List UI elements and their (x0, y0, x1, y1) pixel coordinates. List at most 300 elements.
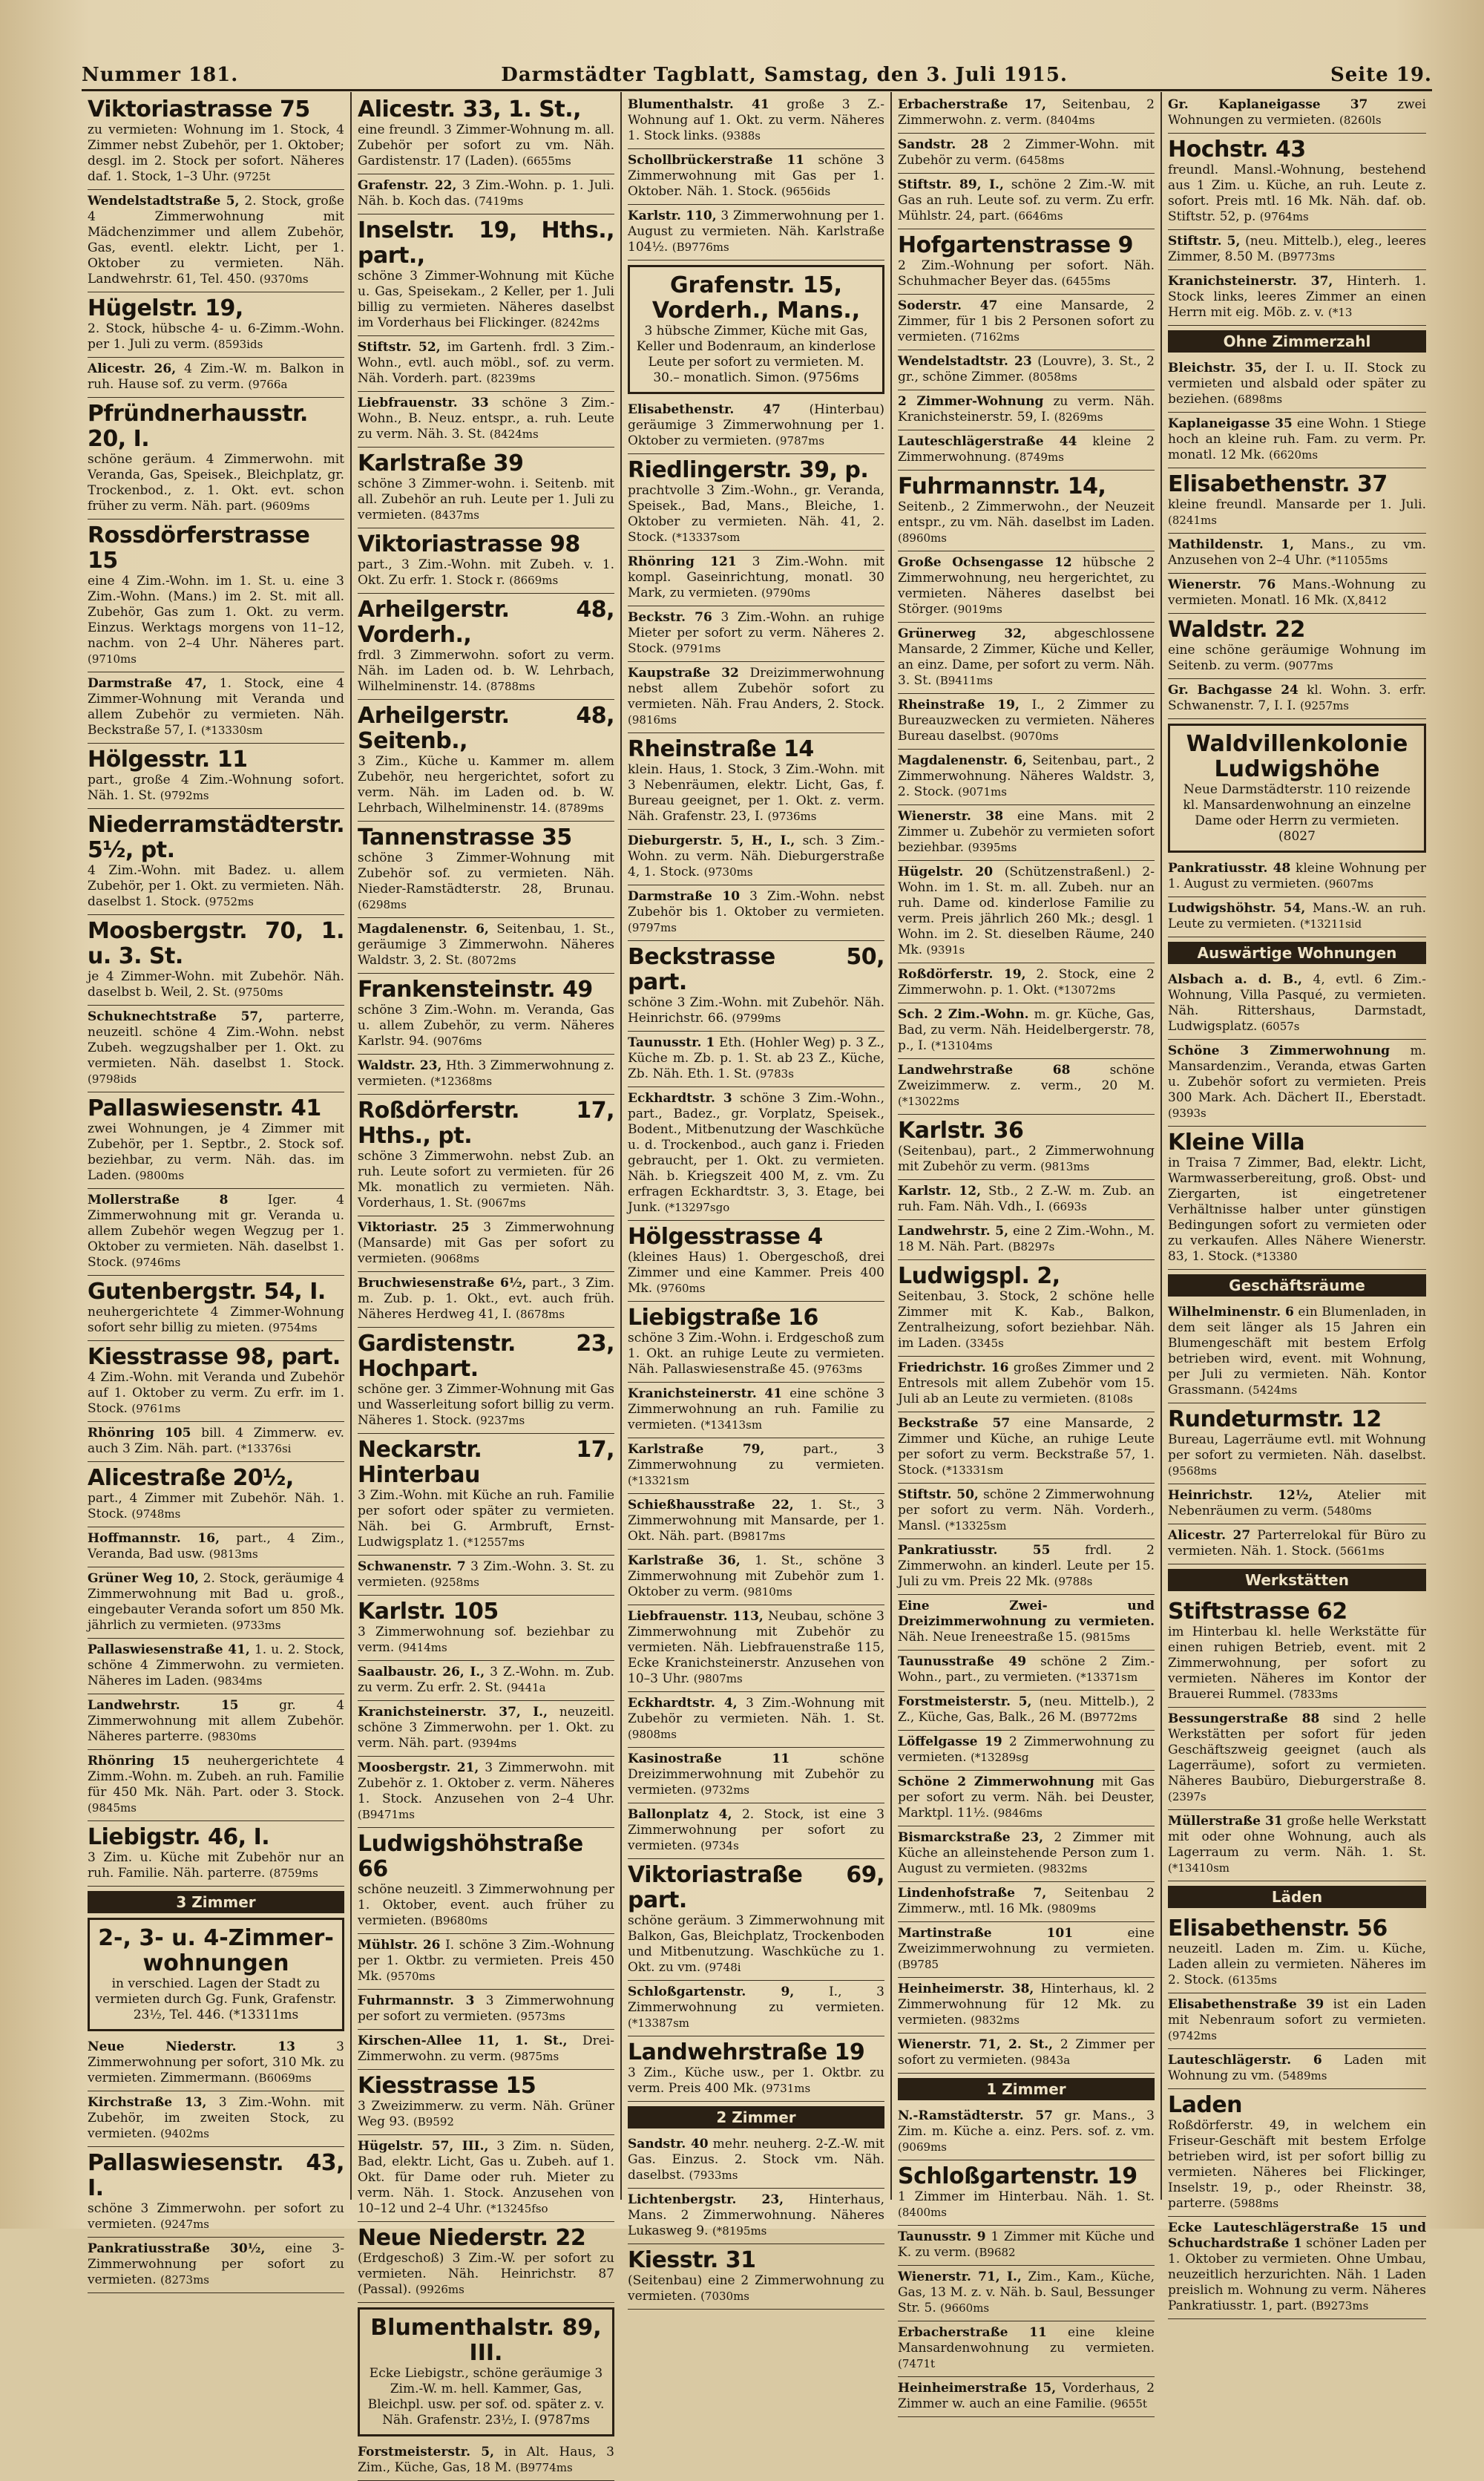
ad-headline: Grafenstr. 15, Vorderh., Mans., (651, 272, 861, 324)
classified-ad (898, 694, 1155, 750)
ad-code: (9787ms (775, 434, 825, 448)
ad-address: Mühlstr. 26 (358, 1938, 441, 1953)
classified-ad (898, 1115, 1155, 1180)
ad-address: Wendelstadtstraße 5, (88, 194, 240, 209)
ad-text: Zim., Kam., Küche, Gas, 13 M. z. v. Näh. b. Saul, Bessunger Str. 5. (898, 2269, 1155, 2316)
ad-address: Taunusstraße 49 (898, 1654, 1027, 1669)
ad-text: I., 2 Zimmer zu Bureauzwecken zu vermieten. Näheres Bureau daselbst. (898, 698, 1155, 744)
ad-code: (B9471ms (358, 1808, 415, 1821)
classified-ad (1168, 1993, 1426, 2049)
classified-ad (88, 1462, 344, 1527)
classified-ad (628, 885, 884, 941)
ad-headline: Hofgartenstrasse 9 (898, 232, 1133, 258)
ad-code: (9756ms (803, 370, 859, 385)
ad-text: im Gartenh. frdl. 3 Zim.-Wohn., evtl. auch möbl., sof. zu verm. Näh. Vorderh. part. (358, 340, 614, 386)
ad-code: (3345s (965, 1337, 1004, 1350)
ad-text: (Seitenbau) eine 2 Zimmerwohnung zu vermieten. (628, 2273, 884, 2304)
ad-headline: Viktoriastrasse 75 (88, 96, 310, 122)
ad-address: Eine Zwei- und Dreizimmerwohnung zu vermieten. (898, 1599, 1155, 1629)
ad-code: (5988ms (1229, 2197, 1279, 2210)
section-heading: Auswärtige Wohnungen (1168, 942, 1426, 964)
classified-ad (628, 2036, 884, 2102)
ad-text: (neu. Mittelb.), 2 Z., Küche, Gas, Balk., 26 M. (898, 1694, 1155, 1725)
ad-code: (9748ms (131, 1507, 181, 1521)
ad-address: Grafenstr. 22, (358, 178, 457, 193)
ad-code: (6057s (1261, 1020, 1300, 1033)
ad-address: Fuhrmannstr. 3 (358, 1993, 475, 2008)
ad-code: (8072ms (467, 954, 516, 967)
classified-ad (88, 94, 344, 190)
ad-code: (9441a (506, 1681, 546, 1694)
ad-code: (8273ms (160, 2273, 210, 2287)
classified-ad (88, 1527, 344, 1567)
classified-ad (898, 2160, 1155, 2226)
section-heading: 2 Zimmer (628, 2106, 884, 2128)
ad-code: (2397s (1168, 1790, 1206, 1803)
ad-address: Mathildenstr. 1, (1168, 537, 1294, 552)
ad-code: (7419ms (474, 194, 524, 208)
ad-code: (7833ms (1289, 1688, 1339, 1701)
ad-text: schöne 2 Zim.-Wohn., part., zu vermieten. (898, 1654, 1155, 1685)
classified-ad (898, 2033, 1155, 2074)
ad-code: (*13245fso (486, 2202, 548, 2215)
classified-ad (1168, 1708, 1426, 1810)
ad-address: Heinheimerstr. 38, (898, 1982, 1034, 1996)
ad-address: Soderstr. 47 (898, 298, 998, 313)
ad-address: Taunusstr. 9 (898, 2229, 986, 2244)
ad-address: Eckhardtstr. 4, (628, 1696, 738, 1711)
ad-address: Kaupstraße 32 (628, 666, 739, 681)
classified-ad (628, 1494, 884, 1550)
ad-code: (8269ms (1054, 410, 1103, 424)
classified-ad (628, 662, 884, 733)
ad-headline: Niederramstädterstr. 5½, pt. (88, 812, 345, 863)
classified-ad (88, 744, 344, 809)
ad-address: Forstmeisterstr. 5, (898, 1694, 1032, 1709)
ad-address: Bismarckstraße 23, (898, 1830, 1044, 1845)
classified-ad (358, 1556, 614, 1596)
ad-headline: Kiesstrasse 98, part. (88, 1344, 341, 1370)
ad-code: (8669ms (509, 574, 559, 587)
ad-text: neuhergerichtete 4 Zimm.-Wohn. m. Zubeh. an ruh. Familie für 450 Mk. Näh. Part. oder 3. Stock. (88, 1754, 344, 1800)
ad-code: (9733ms (232, 1619, 281, 1632)
ad-text: Neue Darmstädterstr. 110 reizende kl. Mansardenwohnung an einzelne Dame oder Herrn zu vermieten. (1183, 782, 1411, 828)
ad-text: 2 Zim.-Wohnung per sofort. Näh. Schuhmacher Beyer das. (898, 258, 1155, 289)
ad-code: (9760ms (656, 1282, 706, 1295)
ad-code: (7933ms (689, 2169, 738, 2182)
classified-ad (898, 1484, 1155, 1539)
ad-address: Kirchstraße 13, (88, 2095, 207, 2110)
ad-code: (*13211sid (1299, 917, 1362, 931)
column-5 (1162, 92, 1432, 2313)
ad-address: Liebfrauenstr. 33 (358, 396, 489, 410)
ad-text: 3 Zim.-Wohn. 3. St. zu vermieten. (358, 1559, 614, 1590)
ad-text: Mans.-W. an ruh. Leute zu vermieten. (1168, 901, 1426, 931)
ad-address: Lichtenbergstr. 23, (628, 2192, 784, 2207)
classified-ad (88, 2036, 344, 2091)
ad-address: Pankratiusstr. 48 (1168, 861, 1291, 876)
ad-text: schöne 3 Zimmer-Wohnung mit Küche u. Gas, Speisekam., 2 Keller, per 1. Juli billig zu vermieten. Näheres daselbst im Vorderhaus bei Flickinger. (358, 269, 614, 330)
ad-code: (9746ms (131, 1256, 181, 1269)
ad-text: schöner Laden per 1. Oktober zu vermieten. Ohne Umbau, neuzeitlich herzurichten. Näh. 1 Laden preislich m. Wohnung zu verm. Näheres Pankratiusstr. 1, part. (1168, 2236, 1427, 2313)
ad-address: Alsbach a. d. B., (1168, 972, 1302, 987)
ad-address: Wienerstr. 71, 2. St., (898, 2037, 1054, 2052)
ad-address: Ecke Lauteschlägerstraße 15 und Schuchardstraße 1 (1168, 2221, 1426, 2251)
classified-ad (628, 606, 884, 662)
ad-code: (9790ms (761, 586, 811, 600)
ad-text: 3 Zim., Küche u. Kammer m. allem Zubehör, neu hergerichtet, sofort zu verm. Näh. im Laden od. b. W. Lehrbach, Wilhelminenstr. 14. (358, 754, 614, 816)
ad-address: Alicestr. 27 (1168, 1528, 1251, 1543)
ad-address: Müllerstraße 31 (1168, 1814, 1283, 1829)
section-heading: Ohne Zimmerzahl (1168, 330, 1426, 353)
ad-headline: Beckstrasse 50, part. (628, 944, 884, 995)
ad-text: eine freundl. 3 Zimmer-Wohnung m. all. Zubehör per sofort zu vm. Näh. Gardistenstr. 17 (Laden). (358, 122, 614, 168)
ad-text: part., 3 Zim. m. Zub. p. 1. Okt., evt. auch früh. Näheres Herdweg 41, I. (358, 1276, 614, 1322)
classified-ad (88, 190, 344, 292)
ad-address: Alicestr. 26, (88, 361, 177, 376)
ad-address: Magdalenenstr. 6, (358, 922, 489, 937)
ad-text: 3 Zim.-Wohn. mit kompl. Gaseinrichtung, monatl. 30 Mark, zu vermieten. (628, 554, 884, 600)
ad-address: Grüner Weg 10, (88, 1571, 200, 1586)
ad-code: (B9592 (413, 2115, 454, 2128)
ad-text: part., 4 Zimmer mit Zubehör. Näh. 1. Stock. (88, 1491, 344, 1521)
masthead-date: Darmstädter Tagblatt, Samstag, den 3. Juli 1915. (501, 64, 1068, 86)
ad-text: 2. Stock, ist eine 3 Zimmerwohnung per sofort zu vermieten. (628, 1807, 885, 1853)
ad-code: (9761ms (131, 1402, 181, 1415)
ad-code: (9732ms (700, 1783, 750, 1797)
classified-ad (358, 1934, 614, 1990)
ad-text: schöne 3 Zim.-Wohn. i. Erdgeschoß zum 1. Okt. an ruhige Leute zu vermieten. Näh. Pallaswiesenstraße 45. (628, 1331, 884, 1377)
ad-text: Iger. 4 Zimmerwohnung mit gr. Veranda u. allem Zubehör wegen Wegzug per 1. Oktober zu vermieten. Näh. daselbst 1. Stock. (88, 1193, 344, 1270)
ad-text: in Alt. Haus, 3 Zim., Küche, Gas, 18 M. (358, 2445, 614, 2475)
section-heading: 3 Zimmer (88, 1891, 344, 1913)
ad-text: 3 Zweizimmerw. zu verm. Näh. Grüner Weg 93. (358, 2099, 614, 2129)
ad-address: Hügelstr. 57, III., (358, 2139, 489, 2154)
ad-text: 3 Zim.-Wohn. mit Küche an ruh. Familie per sofort oder später zu vermieten. Näh. bei G. Armbruft, Ernst-Ludwigsplatz 1. (358, 1488, 614, 1550)
ad-address: Bessungerstraße 88 (1168, 1711, 1320, 1726)
ad-address: Schuknechtstraße 57, (88, 1009, 263, 1024)
ad-code: (8058ms (1028, 370, 1077, 384)
ad-text: 2 Zimmerwohnung zu vermieten. (898, 1734, 1155, 1765)
classified-ad (898, 430, 1155, 471)
ad-code: (9752ms (205, 895, 255, 908)
classified-ad (1168, 534, 1426, 574)
ad-code: (6898ms (1233, 393, 1283, 406)
ad-text: (Seitenbau), part., 2 Zimmerwohnung mit Zubehör zu verm. (898, 1144, 1155, 1174)
ad-address: Wienerstr. 38 (898, 809, 1004, 824)
ad-address: Pankratiusstr. 55 (898, 1543, 1051, 1558)
ad-address: Mollerstraße 8 (88, 1193, 229, 1207)
ad-code: (B9773ms (1278, 250, 1336, 263)
page-header (82, 58, 1432, 86)
ad-text: schöne 2 Zim.-W. mit Gas an ruh. Leute sof. zu verm. Zu erfr. Mühlstr. 24, part. (898, 177, 1155, 223)
ad-headline: Neue Niederstr. 22 (358, 2225, 586, 2251)
ad-code: (*13 (1327, 306, 1353, 319)
ad-text: Hinterhaus, kl. 2 Zimmerwohnung für 12 Mk. zu vermieten. (898, 1982, 1155, 2028)
ad-code: (9816ms (628, 713, 677, 727)
ad-headline: Arheilgerstr. 48, Vorderh., (358, 597, 614, 648)
classified-ad (628, 2244, 884, 2310)
ad-text: kleine freundl. Mansarde per 1. Juli. (1168, 497, 1426, 512)
ad-text: abgeschlossene Mansarde, 2 Zimmer, Küche und Keller, an einz. Dame, per sofort zu verm. Näh. 3. St. (898, 626, 1155, 688)
classified-ad (88, 1006, 344, 1092)
ad-address: 2 Zimmer-Wohnung (898, 394, 1044, 409)
ad-code: (9788s (1054, 1575, 1093, 1588)
classified-ad (898, 2226, 1155, 2266)
ad-code: (9813ms (209, 1547, 258, 1561)
ad-text: parterre, neuzeitl. schöne 4 Zim.-Wohn. nebst Zubeh. wegzugshalber per 1. Okt. zu vermieten. Näh. daselbst 1. Stock. (88, 1009, 344, 1071)
ad-headline: Elisabethenstr. 37 (1168, 471, 1388, 497)
ad-headline: Ludwigspl. 2, (898, 1263, 1060, 1289)
classified-ad (628, 1859, 884, 1981)
classified-ad (358, 336, 614, 392)
classified-ad (898, 1412, 1155, 1484)
classified-ad (358, 448, 614, 528)
classified-ad (1168, 1040, 1426, 1127)
ad-code: (8960ms (898, 531, 947, 545)
ad-address: Gr. Kaplaneigasse 37 (1168, 97, 1368, 112)
ad-code: (9832ms (971, 2013, 1020, 2027)
ad-text: eine Mans. mit 2 Zimmer u. Zubehör zu vermieten sofort beziehbar. (898, 809, 1155, 855)
column-3 (622, 92, 892, 2304)
ad-text: sch. 3 Zim.-Wohn. zu verm. Näh. Dieburgerstraße 4, 1. Stock. (628, 833, 884, 879)
ad-headline: Viktoriastrasse 98 (358, 531, 580, 557)
classified-ad (1168, 413, 1426, 468)
ad-headline: Kiesstr. 31 (628, 2247, 756, 2273)
ad-text: kleine 2 Zimmerwohnung. (898, 434, 1155, 465)
ad-text: 3 Zimmerwohnung sof. beziehbar zu verm. (358, 1625, 614, 1655)
classified-ad (1168, 468, 1426, 534)
column-4 (892, 92, 1162, 2411)
classified-ad (898, 471, 1155, 551)
ad-code: (9845ms (88, 1801, 137, 1815)
classified-ad (898, 1771, 1155, 1826)
ad-text: 2. Stock, eine 2 Zimmerwohn. p. 1. Okt. (898, 967, 1155, 997)
ad-code: (8108s (1094, 1392, 1133, 1406)
classified-ad (88, 2147, 344, 2238)
classified-ad (898, 2321, 1155, 2377)
ad-text: 1 Zimmer mit Küche und K. zu verm. (898, 2229, 1155, 2260)
ad-text: große 3 Z.-Wohnung auf 1. Okt. zu verm. Näheres 1. Stock links. (628, 97, 884, 143)
ad-text: kleine Wohnung per 1. August zu vermieten. (1168, 861, 1426, 891)
ad-text: 3 Zim.-Wohn. p. 1. Juli. Näh. b. Koch das. (358, 178, 615, 209)
ad-code: (*13072ms (1054, 983, 1116, 997)
ad-text: schöne 3 Zim.-Wohn. mit Zubehör. Näh. Heinrichstr. 66. (628, 995, 884, 1026)
classified-ad (1168, 1810, 1426, 1881)
ad-code: (*13387sm (628, 2016, 689, 2030)
ad-headline: Landwehrstraße 19 (628, 2039, 865, 2065)
ad-text: schöne 3 Zimmerwohn. nebst Zub. an ruh. Leute sofort zu vermieten. für 26 Mk. monatlich zu vermieten. Näh. Vorderhaus, 1. St. (358, 1149, 614, 1210)
classified-ad (88, 2091, 344, 2147)
ad-code: (X,8412 (1342, 594, 1387, 607)
ad-code: (9370ms (259, 272, 309, 286)
ad-headline: Blumenthalstr. 89, III. (370, 2315, 602, 2366)
ad-code: (B9785 (898, 1958, 939, 1971)
ad-text: je 4 Zimmer-Wohn. mit Zubehör. Näh. daselbst b. Weil, 2. St. (88, 969, 344, 1000)
ad-address: Lindenhofstraße 7, (898, 1886, 1047, 1901)
ad-headline: Gardistenstr. 23, Hochpart. (358, 1331, 614, 1382)
ad-text: neuzeitl. Laden m. Zim. u. Küche, Laden allein zu vermieten. Näheres im 2. Stock. (1168, 1941, 1426, 1987)
ad-headline: Waldvillenkolonie Ludwigshöhe (1186, 731, 1408, 782)
ad-code: (9247ms (160, 2218, 210, 2231)
ad-text: (Schützenstraßenl.) 2-Wohn. im 1. St. m. all. Zubeh. nur an ruh. Dame od. kinderlose Familie zu verm. Preis jährlich 260 Mk.; desgl. 1 Wohn. im 2. St. dieselben Räume, 240 Mk. (898, 865, 1155, 957)
ad-text: 3 Z.-Wohn. m. Zub. zu verm. Zu erfr. 2. St. (358, 1665, 615, 1695)
ad-address: Ballonplatz 4, (628, 1807, 732, 1822)
classified-ad (628, 1302, 884, 1383)
classified-ad (358, 1596, 614, 1661)
ad-code: (9764ms (1259, 210, 1309, 223)
classified-ad (628, 205, 884, 260)
ad-code: (9076ms (433, 1035, 482, 1048)
ad-address: Schöne 2 Zimmerwohnung (898, 1774, 1094, 1789)
ad-address: Darmstraße 47, (88, 676, 207, 691)
ad-address: Kranichsteinerstr. 37, (1168, 274, 1333, 289)
ad-code: (*12557ms (463, 1536, 525, 1549)
ad-text: gr. 4 Zimmerwohnung mit allem Zubehör. Näheres parterre. (88, 1698, 345, 1744)
classified-ad (898, 1826, 1155, 1882)
ad-code: (9834ms (213, 1674, 263, 1688)
ad-code: (5424ms (1248, 1383, 1298, 1397)
ad-code: (8759ms (269, 1867, 318, 1880)
classified-columns (82, 92, 1432, 2475)
ad-address: Lauteschlägerstraße 44 (898, 434, 1077, 449)
header-rule (82, 89, 1432, 91)
ad-code: (9798ids (88, 1072, 137, 1086)
ad-text: m. Mansardenzim., Veranda, etwas Garten u. Zubehör sofort zu vermieten. Preis 300 Mark. Ach. Dächert II., Eberstadt. (1168, 1043, 1426, 1105)
ad-code: (B8297s (1008, 1240, 1055, 1253)
ad-headline: Waldstr. 22 (1168, 617, 1305, 643)
classified-ad (898, 551, 1155, 623)
classified-ad (358, 1328, 614, 1434)
classified-ad (628, 94, 884, 149)
classified-ad (358, 528, 614, 594)
ad-address: Sandstr. 28 (898, 137, 988, 152)
classified-ad (358, 1272, 614, 1328)
classified-ad (898, 750, 1155, 805)
ad-code: (9813ms (1040, 1160, 1090, 1173)
ad-text: Mans., zu vm. Anzusehen von 2–4 Uhr. (1168, 537, 1426, 568)
classified-ad (358, 1828, 614, 1934)
ad-code: (9660ms (940, 2301, 990, 2315)
classified-ad (628, 941, 884, 1032)
ad-code: (9395ms (968, 841, 1017, 854)
classified-ad (88, 1189, 344, 1276)
ad-address: Schwanenstr. 7 (358, 1559, 466, 1574)
ad-address: Neue Niederstr. 13 (88, 2039, 295, 2054)
ad-headline: Karlstraße 39 (358, 450, 524, 476)
ad-code: (9926ms (415, 2283, 464, 2296)
ad-address: Landwehrstr. 5, (898, 1224, 1008, 1239)
ad-code: (7471t (898, 2357, 936, 2370)
ad-address: Landwehrstr. 15 (88, 1698, 239, 1713)
ad-code: (9656ids (781, 185, 831, 198)
ad-code: (*13337som (672, 531, 741, 544)
classified-ad (898, 805, 1155, 861)
ad-code: (9832ms (1038, 1862, 1088, 1875)
ad-text: (Louvre), 3. St., 2 gr., schöne Zimmer. (898, 354, 1155, 384)
ad-code: (9807ms (693, 1672, 743, 1685)
classified-ad (88, 1422, 344, 1462)
ad-address: Heinheimerstraße 15, (898, 2381, 1057, 2396)
section-heading: Werkstätten (1168, 1569, 1426, 1591)
ad-address: Blumenthalstr. 41 (628, 97, 769, 112)
ad-code: (8027 (1278, 829, 1316, 844)
ad-code: (*13289sg (971, 1751, 1029, 1764)
classified-ad (898, 1651, 1155, 1691)
ad-code: (9077ms (1284, 659, 1333, 672)
classified-ad (898, 1882, 1155, 1922)
ad-text: Seitenbau, part., 2 Zimmerwohnung. Näheres Waldstr. 3, 2. Stock. (898, 753, 1155, 799)
classified-ad (1168, 1484, 1426, 1524)
ad-address: Bleichstr. 35, (1168, 361, 1267, 376)
ad-text: zwei Wohnungen, je 4 Zimmer mit Zubehör, per 1. Septbr., 2. Stock sof. beziehbar, zu verm. Näh. das. im Laden. (88, 1121, 344, 1183)
ad-address: Rhönring 105 (88, 1426, 191, 1441)
ad-code: (*13331sm (942, 1464, 1004, 1477)
ad-headline: Gutenbergstr. 54, I. (88, 1279, 326, 1305)
ad-address: Viktoriastr. 25 (358, 1220, 470, 1235)
ad-headline: Tannenstrasse 35 (358, 825, 572, 851)
ad-headline: Stiftstrasse 62 (1168, 1599, 1347, 1625)
ad-code: (8424ms (489, 427, 539, 441)
ad-text: Seitenbau 2 Zimmerw., mtl. 16 Mk. (898, 1886, 1155, 1916)
ad-text: gr. Mans., 3 Zim. m. Küche a. einz. Pers. sof. z. vm. (898, 2108, 1155, 2139)
ad-text: 3 Zim.-Wohn. nebst Zubehör bis 1. Oktober zu vermieten. (628, 889, 885, 920)
ad-text: 2 Zimmer-Wohn. mit Zubehör zu verm. (898, 137, 1155, 168)
ad-headline: Frankensteinstr. 49 (358, 977, 593, 1003)
classified-ad (88, 358, 344, 398)
classified-ad (1168, 2089, 1426, 2217)
ad-address: Hügelstr. 20 (898, 865, 994, 879)
ad-address: Kranichsteinerstr. 37, I., (358, 1705, 548, 1720)
ad-headline: Schloßgartenstr. 19 (898, 2163, 1137, 2189)
classified-ad (628, 454, 884, 551)
ad-code: (9394ms (467, 1737, 517, 1750)
ad-code: (B9772ms (1080, 1711, 1137, 1724)
ad-text: 3 Zim. n. Süden, Bad, elektr. Licht, Gas u. Zubeh. auf 1. Okt. für Dame oder ruh. Mieter zu verm. Näh. 1. Stock. Anzusehen von 10–12 und 2–4 Uhr. (358, 2139, 615, 2216)
classified-ad (898, 623, 1155, 694)
classified-ad (88, 672, 344, 744)
ad-headline: Moosbergstr. 70, 1. u. 3. St. (88, 918, 344, 969)
ad-text: 2. Stock, geräumige 4 Zimmerwohnung mit Bad u. groß., eingebauter Veranda sofort um 850 Mk. jährlich zu vermieten. (88, 1571, 345, 1633)
ad-headline: Hochstr. 43 (1168, 137, 1306, 163)
classified-ad (1168, 857, 1426, 897)
ad-text: Näh. Neue Ireneestraße 15. (898, 1630, 1077, 1645)
ad-text: zwei Wohnungen zu vermieten. (1168, 97, 1426, 128)
classified-ad (358, 1095, 614, 1216)
ad-address: Wendelstadtstr. 23 (898, 354, 1032, 369)
ad-code: (9797ms (628, 921, 677, 934)
ad-code: (9815ms (1081, 1630, 1131, 1644)
ad-address: Wienerstr. 71, I., (898, 2269, 1022, 2284)
classified-ad (628, 1087, 884, 1221)
ad-text: mehr. neuherg. 2-Z.-W. mit Gas. Einzus. 2. Stock vm. Näh. daselbst. (628, 2137, 885, 2183)
classified-ad (358, 2070, 614, 2135)
ad-headline: Liebigstr. 46, I. (88, 1824, 270, 1850)
ad-code: (5489ms (1278, 2069, 1327, 2082)
ad-text: Neubau, schöne 3 Zimmerwohnung mit Zubehör zu vermieten. Näh. Liebfrauenstraße 115, Ecke Kranichsteinerstr. Anzusehen von 10–3 Uhr. (628, 1609, 884, 1686)
ad-text: Seitenbau, 2 Zimmerwohn. z. verm. (898, 97, 1155, 128)
ad-text: prachtvolle 3 Zim.-Wohn., gr. Veranda, Speisek., Bad, Mans., Bleiche, 1. Oktober zu vermieten. Näh. 41, 2. Stock. (628, 483, 884, 545)
classified-ad (898, 174, 1155, 229)
classified-ad (628, 1383, 884, 1438)
ad-code: (9067ms (476, 1196, 526, 1210)
ad-address: Karlstraße 79, (628, 1442, 765, 1457)
ad-text: schöne 3 Zimmer-wohn. i. Seitenb. mit all. Zubehör an ruh. Leute per 1. Juli zu vermieten. (358, 476, 614, 522)
classified-ad (898, 1922, 1155, 1978)
ad-text: hübsche 2 Zimmerwohnung, neu hergerichtet, zu vermieten. Näheres daselbst bei Störger. (898, 555, 1155, 617)
ad-text: sind 2 helle Werkstätten per sofort für jeden Geschäftszweig geeignet (auch als Lagerräume), sofort zu vermieten. Näheres Baubüro, Dieburgerstraße 8. (1168, 1711, 1426, 1789)
ad-address: Stiftstr. 52, (358, 340, 441, 355)
